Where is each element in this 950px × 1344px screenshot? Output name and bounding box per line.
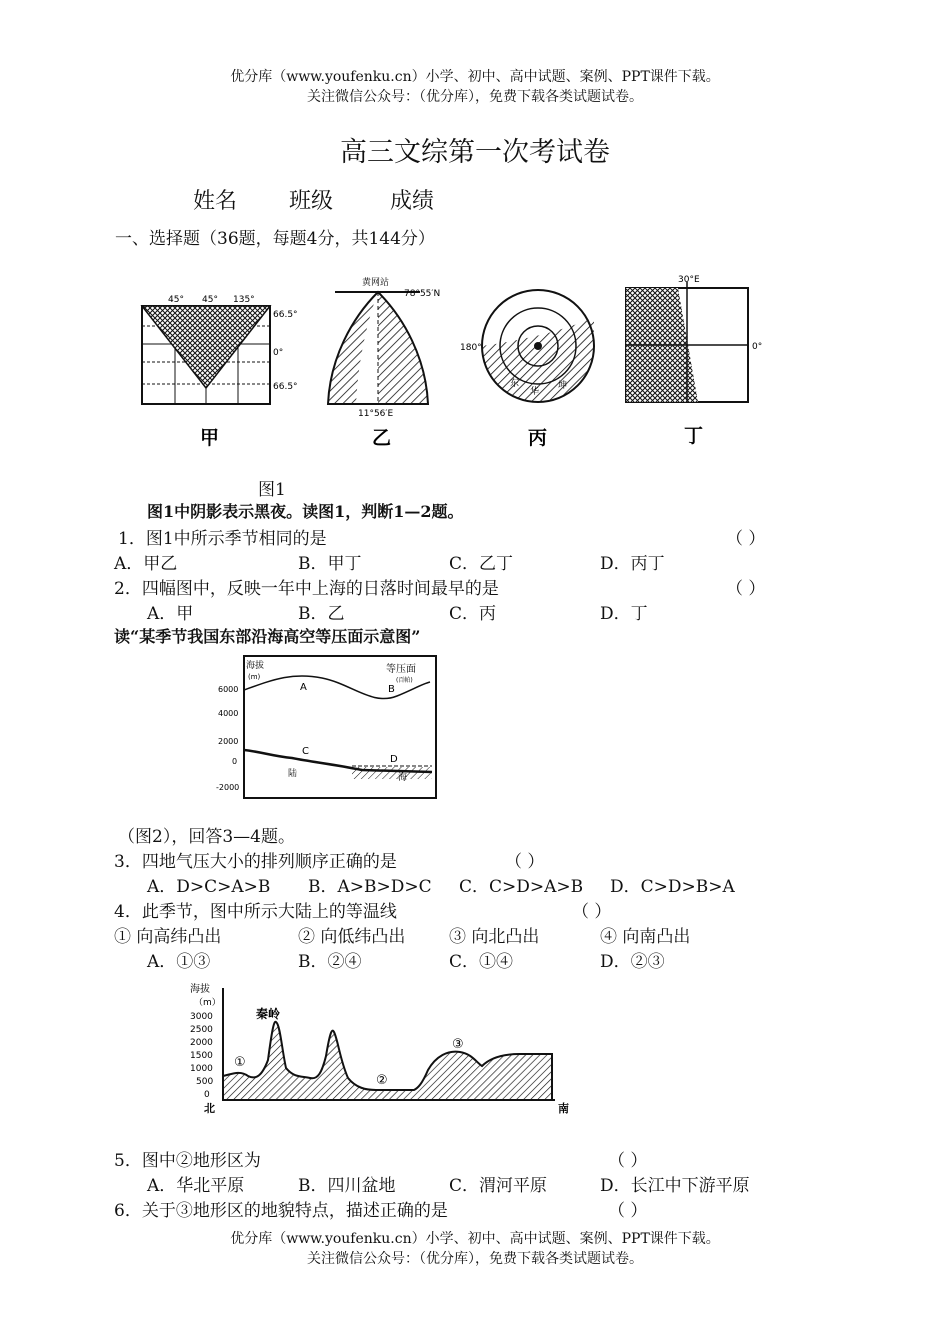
- footer-line-2: 关注微信公众号：（优分库），免费下载各类试题试卷。: [307, 1251, 643, 1267]
- terrain-profile: [223, 1022, 552, 1100]
- label-bing: 丙: [528, 427, 548, 449]
- fig3-region-2: ②: [376, 1073, 388, 1088]
- fig3-ylabel: 海拔: [190, 984, 210, 995]
- fig3-tick-3000: 3000: [190, 1012, 213, 1022]
- q1-option-b[interactable]: B．甲丁: [298, 554, 362, 574]
- q5-option-d[interactable]: D．长江中下游平原: [600, 1176, 750, 1196]
- jia-tick-r2: 0°: [273, 348, 284, 358]
- question-5-stem: 5．图中②地形区为: [114, 1151, 261, 1171]
- q4-option-d[interactable]: D．②③: [600, 952, 665, 972]
- fig2-ylabel: 海拔: [246, 661, 265, 671]
- fig2-surface-unit: (百帕): [396, 677, 413, 684]
- q4-statement-1: ① 向高纬凸出: [114, 927, 222, 947]
- q5-option-b[interactable]: B．四川盆地: [298, 1176, 396, 1196]
- q4-statement-4: ④ 向南凸出: [600, 927, 691, 947]
- fig2-point-d: D: [390, 754, 398, 765]
- q5-option-a[interactable]: A．华北平原: [147, 1176, 245, 1196]
- diagram-ding: [626, 275, 762, 447]
- fig3-tick-2000: 2000: [190, 1038, 213, 1048]
- footer-line-1: 优分库（www.youfenku.cn）小学、初中、高中试题、案例、PPT课件下载。: [230, 1231, 720, 1247]
- fig3-yunit: （m）: [194, 998, 221, 1008]
- fig3-north: 北: [204, 1102, 215, 1115]
- fig3-region-3: ③: [452, 1037, 464, 1052]
- jia-tick-2: 45°: [202, 295, 218, 305]
- diagram-bing: [460, 290, 594, 449]
- q1-option-c[interactable]: C．乙丁: [449, 554, 514, 574]
- jia-tick-3: 135°: [233, 295, 255, 305]
- jia-tick-r3: 66.5°: [273, 382, 298, 392]
- fig2-point-a: A: [300, 682, 307, 693]
- fig2-point-b: B: [388, 684, 395, 695]
- question-2-stem: 2．四幅图中，反映一年中上海的日落时间最早的是: [114, 579, 499, 599]
- fig2-tick-minus-2000: -2000: [216, 783, 240, 792]
- question-3-paren: （ ）: [505, 852, 545, 872]
- q5-option-c[interactable]: C．渭河平原: [449, 1176, 548, 1196]
- ding-tick-right: 0°: [752, 342, 763, 352]
- question-1-stem: 1．图1中所示季节相同的是: [118, 529, 327, 549]
- q4-option-b[interactable]: B．②④: [298, 952, 362, 972]
- q4-statement-3: ③ 向北凸出: [449, 927, 540, 947]
- score-label: 成绩: [390, 189, 435, 214]
- q2-option-a[interactable]: A．甲: [147, 604, 194, 624]
- fig3-tick-1000: 1000: [190, 1064, 213, 1074]
- figure-2-intro: 读“某季节我国东部沿海高空等压面示意图”: [114, 627, 421, 646]
- fig3-tick-1500: 1500: [190, 1051, 213, 1061]
- yi-tick-right: 78°55′N: [404, 289, 441, 299]
- figure-2: [212, 652, 440, 802]
- q4-option-a[interactable]: A．①③: [147, 952, 211, 972]
- yi-tick-bottom: 11°56′E: [358, 409, 394, 419]
- figure-1-intro: 图1中阴影表示黑夜。读图1，判断1—2题。: [147, 502, 464, 521]
- question-4-paren: （ ）: [572, 902, 612, 922]
- fig2-tick-6000: 6000: [218, 685, 239, 694]
- class-label: 班级: [289, 189, 334, 214]
- label-ding: 丁: [684, 425, 704, 447]
- fig2-tick-2000: 2000: [218, 737, 239, 746]
- header-line-1: 优分库（www.youfenku.cn）小学、初中、高中试题、案例、PPT课件下载。: [230, 69, 720, 85]
- q2-option-d[interactable]: D．丁: [600, 604, 648, 624]
- fig2-yunit: (m): [248, 673, 261, 681]
- label-jia: 甲: [200, 427, 220, 449]
- bing-s3: 坤: [558, 381, 568, 391]
- q4-statement-2: ② 向低纬凸出: [298, 927, 406, 947]
- question-6-paren: （ ）: [608, 1201, 648, 1221]
- name-label: 姓名: [193, 189, 238, 214]
- figure-1-caption: 图1: [258, 480, 286, 500]
- question-2-paren: （ ）: [726, 579, 766, 599]
- section-heading: 一、选择题（36题，每题4分，共144分）: [115, 229, 435, 249]
- label-yi: 乙: [372, 427, 392, 449]
- q1-option-a[interactable]: A．甲乙: [114, 554, 178, 574]
- q3-option-d[interactable]: D．C>D>B>A: [610, 877, 735, 897]
- fig2-surface-label: 等压面: [386, 664, 416, 675]
- yi-tick-top: 黄网站: [362, 278, 390, 288]
- figure-2-after: （图2），回答3—4题。: [118, 827, 295, 847]
- q4-option-c[interactable]: C．①④: [449, 952, 514, 972]
- page-title: 高三文综第一次考试卷: [340, 137, 610, 168]
- fig2-sea: 海: [398, 773, 408, 783]
- header-line-2: 关注微信公众号：（优分库），免费下载各类试题试卷。: [307, 89, 643, 105]
- fig3-tick-0: 0: [204, 1090, 210, 1100]
- fig3-region-1: ①: [234, 1055, 246, 1070]
- question-3-stem: 3．四地气压大小的排列顺序正确的是: [114, 852, 397, 872]
- figure-1: [130, 268, 780, 458]
- q2-option-b[interactable]: B．乙: [298, 604, 345, 624]
- fig2-point-c: C: [302, 746, 309, 757]
- question-5-paren: （ ）: [608, 1151, 648, 1171]
- ding-tick-top: 30°E: [678, 275, 700, 285]
- q3-option-b[interactable]: B．A>B>D>C: [308, 877, 432, 897]
- jia-tick-1: 45°: [168, 295, 184, 305]
- q1-option-d[interactable]: D．丙丁: [600, 554, 665, 574]
- q2-option-c[interactable]: C．丙: [449, 604, 497, 624]
- fig3-tick-500: 500: [196, 1077, 214, 1087]
- fig3-tick-2500: 2500: [190, 1025, 213, 1035]
- figure-3: [190, 980, 580, 1115]
- q3-option-c[interactable]: C．C>D>A>B: [459, 877, 584, 897]
- question-4-stem: 4．此季节，图中所示大陆上的等温线: [114, 902, 397, 922]
- fig3-south: 南: [558, 1102, 569, 1115]
- diagram-jia: [142, 295, 298, 449]
- jia-tick-r1: 66.5°: [273, 310, 298, 320]
- fig2-land: 陆: [288, 769, 298, 779]
- question-1-paren: （ ）: [726, 529, 766, 549]
- diagram-yi: [328, 276, 440, 449]
- bing-tick-left: 180°: [460, 343, 482, 353]
- q3-option-a[interactable]: A．D>C>A>B: [147, 877, 271, 897]
- bing-s1: 东: [510, 379, 520, 389]
- fig2-tick-4000: 4000: [218, 709, 239, 718]
- fig2-tick-0: 0: [232, 757, 238, 766]
- question-6-stem: 6．关于③地形区的地貌特点，描述正确的是: [114, 1201, 448, 1221]
- bing-s2: 华: [530, 387, 540, 397]
- fig3-peak-label: 秦岭: [256, 1007, 281, 1021]
